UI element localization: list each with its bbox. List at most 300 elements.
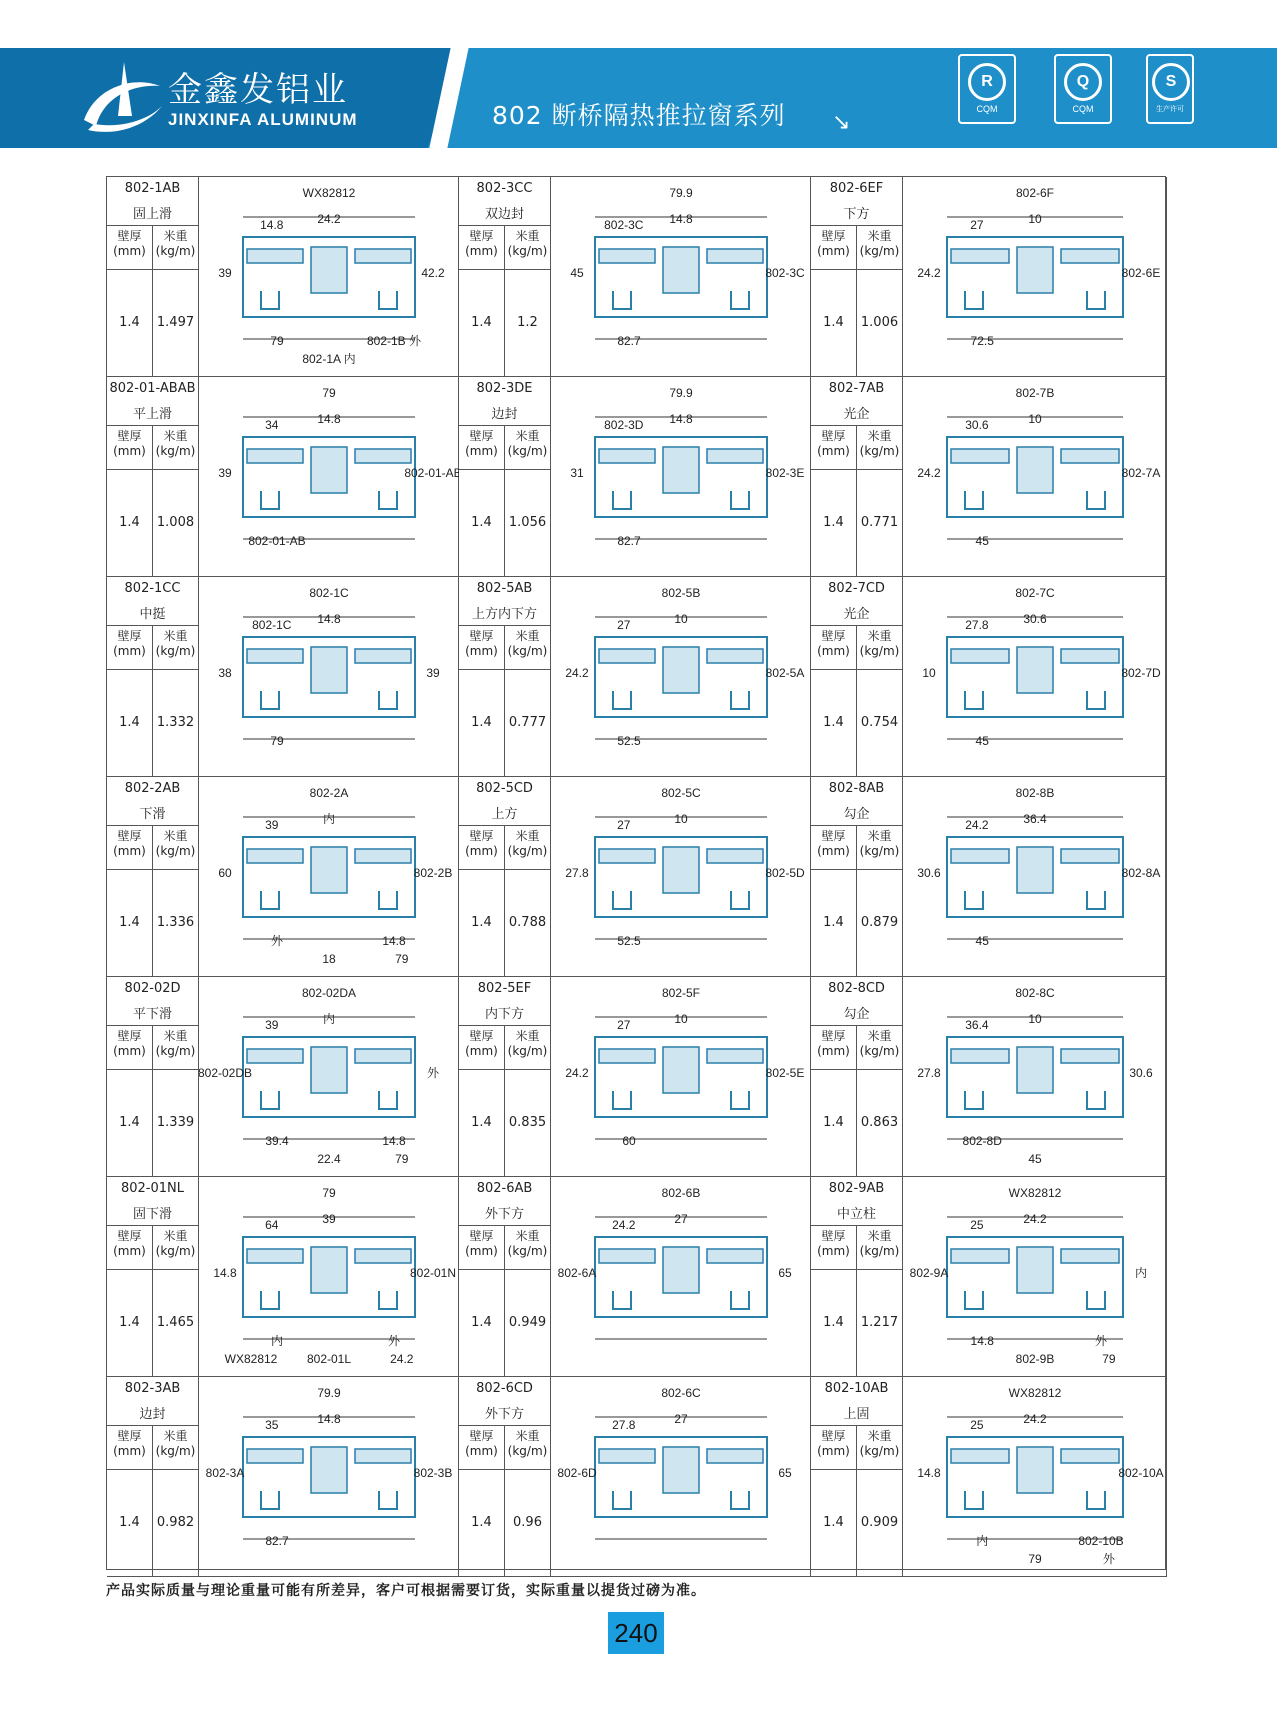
profile-hook bbox=[261, 291, 279, 309]
weight-header: 米重 (kg/m) bbox=[507, 1029, 548, 1058]
weight-header: 米重 (kg/m) bbox=[507, 1229, 548, 1258]
profile-hook bbox=[261, 1491, 279, 1509]
profile-hook bbox=[731, 891, 749, 909]
dimension-label: 30.6 bbox=[965, 418, 989, 432]
divider bbox=[504, 1469, 505, 1576]
dimension-label: 24.2 bbox=[317, 212, 341, 226]
profile-name: 光企 bbox=[843, 607, 870, 622]
profile-hook bbox=[379, 891, 397, 909]
thickness-value: 1.4 bbox=[119, 915, 140, 930]
weight-header: 米重 (kg/m) bbox=[155, 429, 196, 458]
profile-info-cell bbox=[107, 977, 199, 1177]
dimension-label: 82.7 bbox=[265, 1534, 289, 1548]
dimension-label: 外 bbox=[1102, 1552, 1115, 1566]
profile-cross-section bbox=[199, 177, 459, 377]
dimension-label: 802-9B bbox=[1015, 1352, 1055, 1366]
profile-chamber bbox=[707, 849, 763, 863]
dimension-label: 36.4 bbox=[965, 1018, 989, 1032]
profile-code: 802-3DE bbox=[476, 381, 533, 396]
profile-drawing-cell bbox=[551, 577, 811, 777]
dimension-label: 65 bbox=[778, 1266, 792, 1280]
weight-value: 1.465 bbox=[156, 1315, 195, 1330]
brand-name-cn: 金鑫发铝业 bbox=[168, 70, 348, 110]
profile-cross-section bbox=[199, 1177, 459, 1377]
cert-r-icon: R bbox=[968, 63, 1006, 101]
profile-hook bbox=[379, 691, 397, 709]
profile-chamber bbox=[247, 249, 303, 263]
dimension-label: 39 bbox=[265, 1018, 279, 1032]
dimension-label: 外 bbox=[387, 1334, 401, 1348]
profile-cross-section bbox=[903, 1177, 1167, 1377]
weight-value: 0.879 bbox=[860, 915, 899, 930]
thickness-value: 1.4 bbox=[471, 515, 492, 530]
divider bbox=[152, 869, 153, 976]
dimension-label: 60 bbox=[622, 1134, 636, 1148]
thermal-break-strip bbox=[663, 1247, 699, 1293]
dimension-label: 30.6 bbox=[1023, 612, 1047, 626]
profile-info-cell bbox=[107, 577, 199, 777]
profile-code: 802-02D bbox=[124, 981, 181, 996]
profile-code: 802-7CD bbox=[828, 581, 885, 596]
dimension-label: 39 bbox=[218, 466, 232, 480]
profile-drawing-cell bbox=[199, 1177, 459, 1377]
dimension-label: 10 bbox=[922, 666, 936, 680]
profile-cross-section bbox=[551, 577, 811, 777]
profile-cross-section bbox=[551, 377, 811, 577]
thickness-value: 1.4 bbox=[471, 915, 492, 930]
profile-chamber bbox=[951, 1049, 1009, 1063]
profile-cross-section bbox=[199, 577, 459, 777]
weight-value: 1.339 bbox=[156, 1115, 195, 1130]
profile-chamber bbox=[1061, 649, 1119, 663]
weight-header: 米重 (kg/m) bbox=[859, 1229, 900, 1258]
profile-name: 中挺 bbox=[139, 607, 166, 622]
dimension-label: 79 bbox=[395, 1152, 409, 1166]
dimension-label: 72.5 bbox=[970, 334, 994, 348]
profile-drawing-cell bbox=[551, 1177, 811, 1377]
dimension-label: 802-5A bbox=[765, 666, 805, 680]
profile-drawing-cell bbox=[551, 777, 811, 977]
weight-header: 米重 (kg/m) bbox=[507, 629, 548, 658]
profile-hook bbox=[731, 1091, 749, 1109]
dimension-label: 79 bbox=[395, 952, 409, 966]
profile-cross-section bbox=[199, 977, 459, 1177]
dimension-label: 802-6D bbox=[557, 1466, 597, 1480]
series-title: 802 断桥隔热推拉窗系列 bbox=[492, 101, 786, 130]
profile-chamber bbox=[1061, 449, 1119, 463]
profile-chamber bbox=[599, 449, 655, 463]
dimension-label: 27 bbox=[617, 818, 631, 832]
cert-q-icon: Q bbox=[1064, 63, 1102, 101]
weight-value: 1.217 bbox=[860, 1315, 899, 1330]
thickness-value: 1.4 bbox=[823, 515, 844, 530]
dimension-label: 802-6B bbox=[661, 1186, 701, 1200]
profile-name: 固上滑 bbox=[132, 207, 172, 222]
weight-value: 1.008 bbox=[156, 515, 195, 530]
dimension-label: 24.2 bbox=[390, 1352, 414, 1366]
weight-header: 米重 (kg/m) bbox=[507, 829, 548, 858]
thickness-header: 壁厚 (mm) bbox=[113, 829, 146, 858]
dimension-label: 38 bbox=[218, 666, 232, 680]
page-number: 240 bbox=[608, 1612, 664, 1654]
profile-drawing-cell bbox=[903, 177, 1167, 377]
dimension-label: 24.2 bbox=[917, 466, 941, 480]
profile-hook bbox=[965, 1491, 983, 1509]
thermal-break-strip bbox=[1017, 1047, 1053, 1093]
thickness-header: 壁厚 (mm) bbox=[113, 1229, 146, 1258]
dimension-label: 802-3D bbox=[604, 418, 644, 432]
dimension-label: 24.2 bbox=[1023, 1212, 1047, 1226]
dimension-label: 10 bbox=[1028, 412, 1042, 426]
weight-value: 1.332 bbox=[156, 715, 195, 730]
thermal-break-strip bbox=[311, 447, 347, 493]
dimension-label: 802-6E bbox=[1121, 266, 1161, 280]
thickness-header: 壁厚 (mm) bbox=[465, 1029, 498, 1058]
weight-header: 米重 (kg/m) bbox=[507, 229, 548, 258]
profile-chamber bbox=[247, 449, 303, 463]
thickness-header: 壁厚 (mm) bbox=[465, 1429, 498, 1458]
dimension-label: 802-01L bbox=[306, 1352, 352, 1366]
thermal-break-strip bbox=[311, 1247, 347, 1293]
profile-cross-section bbox=[903, 977, 1167, 1177]
profile-hook bbox=[731, 491, 749, 509]
profile-hook bbox=[613, 691, 631, 709]
dimension-label: 79.9 bbox=[669, 186, 693, 200]
profile-hook bbox=[731, 1491, 749, 1509]
profile-code: 802-10AB bbox=[824, 1381, 889, 1396]
profile-info-cell bbox=[811, 377, 903, 577]
weight-value: 0.949 bbox=[508, 1315, 547, 1330]
profile-code: 802-9AB bbox=[828, 1181, 885, 1196]
dimension-label: 802-2B bbox=[413, 866, 453, 880]
weight-value: 1.2 bbox=[517, 315, 538, 330]
dimension-label: 802-5B bbox=[661, 586, 701, 600]
dimension-label: 39 bbox=[426, 666, 440, 680]
profile-drawing-cell bbox=[551, 977, 811, 1177]
dimension-label: 27.8 bbox=[565, 866, 589, 880]
profile-hook bbox=[731, 1291, 749, 1309]
dimension-label: 24.2 bbox=[1023, 1412, 1047, 1426]
divider bbox=[152, 1269, 153, 1376]
profile-hook bbox=[965, 891, 983, 909]
divider bbox=[856, 1469, 857, 1576]
profile-info-cell bbox=[459, 977, 551, 1177]
profile-hook bbox=[1087, 1491, 1105, 1509]
profile-hook bbox=[1087, 1291, 1105, 1309]
profile-code: 802-5EF bbox=[477, 981, 532, 996]
profile-info-cell bbox=[459, 577, 551, 777]
dimension-label: 24.2 bbox=[565, 666, 589, 680]
dimension-label: 34 bbox=[265, 418, 279, 432]
thickness-header: 壁厚 (mm) bbox=[113, 229, 146, 258]
dimension-label: 802-1A 内 bbox=[302, 352, 356, 366]
dimension-label: 27 bbox=[674, 1212, 688, 1226]
thickness-value: 1.4 bbox=[119, 715, 140, 730]
thickness-header: 壁厚 (mm) bbox=[465, 229, 498, 258]
dimension-label: 82.7 bbox=[617, 534, 641, 548]
profile-chamber bbox=[1061, 249, 1119, 263]
profile-info-cell bbox=[459, 1177, 551, 1377]
thermal-break-strip bbox=[663, 447, 699, 493]
profile-hook bbox=[613, 1491, 631, 1509]
dimension-label: 27 bbox=[617, 1018, 631, 1032]
thermal-break-strip bbox=[311, 847, 347, 893]
profile-chamber bbox=[1061, 1249, 1119, 1263]
thermal-break-strip bbox=[311, 1447, 347, 1493]
profile-chamber bbox=[355, 449, 411, 463]
divider bbox=[856, 1269, 857, 1376]
profile-chamber bbox=[951, 249, 1009, 263]
profile-hook bbox=[1087, 291, 1105, 309]
thickness-value: 1.4 bbox=[823, 1515, 844, 1530]
profile-code: 802-6AB bbox=[476, 1181, 533, 1196]
profile-cross-section bbox=[903, 1377, 1167, 1577]
divider bbox=[856, 1069, 857, 1176]
thickness-value: 1.4 bbox=[119, 315, 140, 330]
dimension-label: 802-1C bbox=[309, 586, 349, 600]
divider bbox=[152, 669, 153, 776]
thickness-header: 壁厚 (mm) bbox=[113, 1429, 146, 1458]
dimension-label: 802-7B bbox=[1015, 386, 1055, 400]
thermal-break-strip bbox=[311, 1047, 347, 1093]
profile-chamber bbox=[951, 1249, 1009, 1263]
dimension-label: 14.8 bbox=[669, 212, 693, 226]
profile-code: 802-2AB bbox=[124, 781, 181, 796]
weight-header: 米重 (kg/m) bbox=[155, 629, 196, 658]
profile-chamber bbox=[247, 1249, 303, 1263]
dimension-label: 45 bbox=[975, 534, 989, 548]
dimension-label: 65 bbox=[778, 1466, 792, 1480]
dimension-label: 802-01N bbox=[409, 1266, 457, 1280]
profile-name: 内下方 bbox=[484, 1007, 524, 1022]
arrow-down-right-icon: ↘ bbox=[832, 110, 851, 135]
cert-s-icon: S bbox=[1152, 63, 1190, 101]
weight-header: 米重 (kg/m) bbox=[155, 229, 196, 258]
profile-info-cell bbox=[107, 1377, 199, 1577]
thickness-header: 壁厚 (mm) bbox=[113, 629, 146, 658]
weight-header: 米重 (kg/m) bbox=[859, 229, 900, 258]
thermal-break-strip bbox=[1017, 447, 1053, 493]
dimension-label: 22.4 bbox=[317, 1152, 341, 1166]
dimension-label: 外 bbox=[426, 1066, 440, 1080]
thickness-header: 壁厚 (mm) bbox=[817, 629, 850, 658]
dimension-label: 802-5C bbox=[661, 786, 701, 800]
dimension-label: 39 bbox=[322, 1212, 336, 1226]
dimension-label: 802-9A bbox=[909, 1266, 949, 1280]
dimension-label: 82.7 bbox=[617, 334, 641, 348]
dimension-label: 39 bbox=[218, 266, 232, 280]
dimension-label: 79 bbox=[322, 386, 336, 400]
profile-cross-section bbox=[199, 1377, 459, 1577]
divider bbox=[152, 1069, 153, 1176]
weight-header: 米重 (kg/m) bbox=[859, 1429, 900, 1458]
thickness-value: 1.4 bbox=[823, 315, 844, 330]
profile-code: 802-3CC bbox=[476, 181, 533, 196]
profile-hook bbox=[261, 491, 279, 509]
dimension-label: 79 bbox=[1028, 1552, 1042, 1566]
profile-hook bbox=[1087, 491, 1105, 509]
thickness-header: 壁厚 (mm) bbox=[465, 629, 498, 658]
dimension-label: 27.8 bbox=[917, 1066, 941, 1080]
profile-name: 外下方 bbox=[484, 1407, 524, 1422]
profile-hook bbox=[731, 691, 749, 709]
profile-hook bbox=[261, 691, 279, 709]
weight-header: 米重 (kg/m) bbox=[155, 829, 196, 858]
profile-name: 下滑 bbox=[139, 807, 166, 822]
thermal-break-strip bbox=[663, 847, 699, 893]
dimension-label: 39 bbox=[265, 818, 279, 832]
profile-hook bbox=[965, 1291, 983, 1309]
dimension-label: 802-02DA bbox=[301, 986, 357, 1000]
weight-value: 0.863 bbox=[860, 1115, 899, 1130]
dimension-label: 27 bbox=[617, 618, 631, 632]
profile-cross-section bbox=[551, 777, 811, 977]
cert-label: 生产许可 bbox=[1156, 106, 1184, 113]
dimension-label: 24.2 bbox=[965, 818, 989, 832]
weight-value: 0.982 bbox=[156, 1515, 195, 1530]
profile-hook bbox=[379, 1491, 397, 1509]
profile-info-cell bbox=[107, 1177, 199, 1377]
dimension-label: 内 bbox=[1134, 1266, 1148, 1280]
profile-code: 802-1CC bbox=[124, 581, 181, 596]
thickness-header: 壁厚 (mm) bbox=[817, 229, 850, 258]
profile-chamber bbox=[599, 249, 655, 263]
profile-hook bbox=[261, 1091, 279, 1109]
profile-drawing-cell bbox=[903, 777, 1167, 977]
dimension-label: 14.8 bbox=[317, 612, 341, 626]
dimension-label: 内 bbox=[322, 812, 336, 826]
profile-name: 双边封 bbox=[484, 207, 524, 222]
divider bbox=[504, 669, 505, 776]
profile-hook bbox=[965, 1091, 983, 1109]
profile-chamber bbox=[247, 1449, 303, 1463]
profile-chamber bbox=[599, 1449, 655, 1463]
dimension-label: 802-6F bbox=[1015, 186, 1055, 200]
profile-chamber bbox=[355, 249, 411, 263]
thickness-value: 1.4 bbox=[119, 1315, 140, 1330]
weight-value: 0.788 bbox=[508, 915, 547, 930]
thickness-value: 1.4 bbox=[823, 915, 844, 930]
dimension-label: 10 bbox=[1028, 212, 1042, 226]
weight-header: 米重 (kg/m) bbox=[859, 629, 900, 658]
profile-chamber bbox=[1061, 849, 1119, 863]
profile-hook bbox=[613, 1091, 631, 1109]
thickness-value: 1.4 bbox=[823, 1115, 844, 1130]
dimension-label: 42.2 bbox=[421, 266, 445, 280]
profile-chamber bbox=[707, 1049, 763, 1063]
thickness-header: 壁厚 (mm) bbox=[113, 1029, 146, 1058]
dimension-label: 24.2 bbox=[565, 1066, 589, 1080]
dimension-label: 60 bbox=[218, 866, 232, 880]
profile-info-cell bbox=[459, 377, 551, 577]
dimension-label: 14.8 bbox=[213, 1266, 237, 1280]
divider bbox=[856, 269, 857, 376]
profile-drawing-cell bbox=[551, 377, 811, 577]
profile-code: 802-5CD bbox=[476, 781, 533, 796]
profile-cross-section bbox=[903, 777, 1167, 977]
profile-chamber bbox=[355, 1049, 411, 1063]
weight-header: 米重 (kg/m) bbox=[859, 429, 900, 458]
dimension-label: 802-2A bbox=[309, 786, 349, 800]
profile-chamber bbox=[707, 449, 763, 463]
profile-chamber bbox=[599, 1249, 655, 1263]
dimension-label: WX82812 bbox=[1008, 1386, 1062, 1400]
profile-hook bbox=[1087, 691, 1105, 709]
profile-hook bbox=[965, 291, 983, 309]
weight-value: 1.336 bbox=[156, 915, 195, 930]
profile-name: 边封 bbox=[491, 407, 518, 422]
weight-value: 1.497 bbox=[156, 315, 195, 330]
profile-hook bbox=[613, 291, 631, 309]
dimension-label: WX82812 bbox=[1008, 1186, 1062, 1200]
dimension-label: 802-3B bbox=[413, 1466, 453, 1480]
profile-info-cell bbox=[811, 1177, 903, 1377]
dimension-label: 45 bbox=[1028, 1152, 1042, 1166]
dimension-label: 35 bbox=[265, 1418, 279, 1432]
profile-chamber bbox=[1061, 1449, 1119, 1463]
thermal-break-strip bbox=[311, 247, 347, 293]
dimension-label: 802-3C bbox=[765, 266, 805, 280]
profile-drawing-cell bbox=[551, 1377, 811, 1577]
dimension-label: 39.4 bbox=[265, 1134, 289, 1148]
profile-hook bbox=[379, 1091, 397, 1109]
profile-info-cell bbox=[107, 177, 199, 377]
divider bbox=[504, 1069, 505, 1176]
profile-name: 平上滑 bbox=[132, 407, 172, 422]
thickness-header: 壁厚 (mm) bbox=[817, 1029, 850, 1058]
thickness-header: 壁厚 (mm) bbox=[465, 429, 498, 458]
dimension-label: 31 bbox=[570, 466, 584, 480]
profile-chamber bbox=[247, 849, 303, 863]
dimension-label: 14.8 bbox=[970, 1334, 994, 1348]
weight-value: 0.96 bbox=[513, 1515, 542, 1530]
dimension-label: 10 bbox=[674, 612, 688, 626]
profile-code: 802-1AB bbox=[124, 181, 181, 196]
dimension-label: WX82812 bbox=[302, 186, 356, 200]
dimension-label: 18 bbox=[322, 952, 336, 966]
dimension-label: 14.8 bbox=[317, 1412, 341, 1426]
profile-chamber bbox=[355, 1449, 411, 1463]
divider bbox=[504, 269, 505, 376]
dimension-label: WX82812 bbox=[224, 1352, 278, 1366]
dimension-label: 25 bbox=[970, 1218, 984, 1232]
divider bbox=[856, 669, 857, 776]
dimension-label: 64 bbox=[265, 1218, 279, 1232]
thickness-value: 1.4 bbox=[471, 315, 492, 330]
profile-name: 中立柱 bbox=[836, 1207, 876, 1222]
profile-name: 边封 bbox=[139, 1407, 166, 1422]
profile-info-cell bbox=[107, 377, 199, 577]
profile-name: 下方 bbox=[843, 207, 870, 222]
thickness-header: 壁厚 (mm) bbox=[465, 1229, 498, 1258]
dimension-label: 52.5 bbox=[617, 734, 641, 748]
weight-header: 米重 (kg/m) bbox=[859, 829, 900, 858]
dimension-label: 45 bbox=[975, 734, 989, 748]
profile-chamber bbox=[707, 1249, 763, 1263]
profile-drawing-cell bbox=[903, 1377, 1167, 1577]
dimension-label: 802-7A bbox=[1121, 466, 1161, 480]
cert-label: CQM bbox=[1072, 104, 1094, 114]
profile-info-cell bbox=[459, 1377, 551, 1577]
profile-code: 802-6CD bbox=[476, 1381, 533, 1396]
dimension-label: 802-01-AB bbox=[248, 534, 306, 548]
thermal-break-strip bbox=[663, 647, 699, 693]
profile-name: 固下滑 bbox=[132, 1207, 172, 1222]
profile-chamber bbox=[951, 649, 1009, 663]
weight-value: 0.835 bbox=[508, 1115, 547, 1130]
dimension-label: 10 bbox=[674, 812, 688, 826]
weight-value: 1.056 bbox=[508, 515, 547, 530]
